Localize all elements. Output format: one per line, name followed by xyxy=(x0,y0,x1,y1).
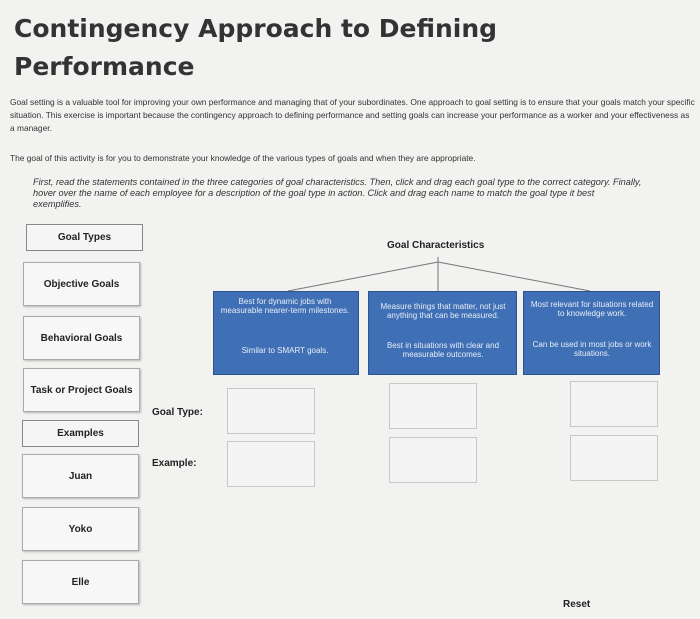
goal-type-drop-zone-3[interactable] xyxy=(570,381,658,427)
examples-header: Examples xyxy=(22,420,139,447)
example-drop-zone-3[interactable] xyxy=(570,435,658,481)
characteristic-card[interactable]: Can be used in most jobs or work situations. xyxy=(532,340,652,358)
goal-type-drop-zone-2[interactable] xyxy=(389,383,477,429)
goal-type-objective[interactable]: Objective Goals xyxy=(23,262,140,306)
example-drop-zone-2[interactable] xyxy=(389,437,477,483)
activity-goal-text: The goal of this activity is for you to demonstrate your knowledge of the various types of goals and when they are appropriate. xyxy=(10,153,476,163)
characteristic-card[interactable]: Best in situations with clear and measurable outcomes. xyxy=(386,341,500,359)
instructions-text: First, read the statements contained in the three categories of goal characteristics. Then, click and drag each goal type to the correct category. Finally, hover over the name of each employee for a description of the goal type in action. Click and drag each name to match the goal type it best exemplifies. xyxy=(33,177,642,209)
example-elle[interactable]: Elle xyxy=(22,560,139,604)
goal-types-header: Goal Types xyxy=(26,224,143,251)
goal-characteristics-header: Goal Characteristics xyxy=(387,240,485,251)
page-title: Contingency Approach to Defining Performance xyxy=(14,14,498,81)
goal-type-task-or-project[interactable]: Task or Project Goals xyxy=(23,368,140,412)
example-yoko[interactable]: Yoko xyxy=(22,507,139,551)
intro-paragraph: Goal setting is a valuable tool for improving your own performance and managing that of your subordinates. One approach to goal setting is to ensure that your goals match your specific situation. This exercise is important because the contingency approach to defining performance and setting goals can increase your performance as a worker and your effectiveness as a manager. xyxy=(10,97,695,133)
example-juan[interactable]: Juan xyxy=(22,454,139,498)
characteristic-card[interactable]: Similar to SMART goals. xyxy=(241,346,329,355)
characteristic-card[interactable]: Best for dynamic jobs with measurable nearer-term milestones. xyxy=(220,297,350,315)
example-row-label: Example: xyxy=(152,458,197,469)
goal-type-drop-zone-1[interactable] xyxy=(227,388,315,434)
example-drop-zone-1[interactable] xyxy=(227,441,315,487)
reset-button[interactable]: Reset xyxy=(563,599,591,610)
characteristic-card[interactable]: Most relevant for situations related to knowledge work. xyxy=(530,300,654,318)
characteristic-card[interactable]: Measure things that matter, not just anything that can be measured. xyxy=(380,302,506,320)
goal-type-behavioral[interactable]: Behavioral Goals xyxy=(23,316,140,360)
goal-type-row-label: Goal Type: xyxy=(152,407,203,418)
